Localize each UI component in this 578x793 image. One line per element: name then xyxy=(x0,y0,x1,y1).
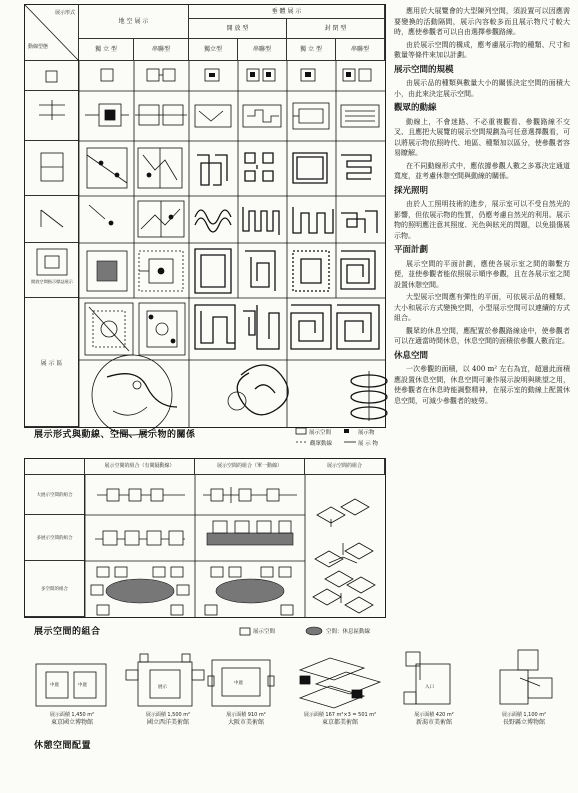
plan-caption-6 xyxy=(478,712,570,726)
display-box xyxy=(101,69,113,81)
heading-floor-plan: 平面計劃 xyxy=(394,245,429,255)
t2-header-2: 展示空間的組合（單一動線） xyxy=(195,459,305,475)
plan1-area: 展示面積 1,450 m² xyxy=(49,712,95,718)
col-f: 串聯型 xyxy=(336,39,385,61)
table1-diagrams xyxy=(25,5,385,427)
intro-paragraph: 應用於大展覽會的大型陳列空間，須設置可以因應需要變換的活動隔間，展示內容較多而且展示物尺寸較大時，應使參觀者可以自由選擇參觀路線。 xyxy=(394,7,570,36)
t2-row-label-3: 多空間的組合 xyxy=(25,561,85,617)
flow-paragraph: 動線上，不會迷路、不必重複觀看、參觀路線不交叉、且應把大展覽的展示空間規劃為可任意選擇觀看，可以將展示物依照時代、地區、種類加以區分，使參觀者容易瞭解。 xyxy=(394,117,570,157)
figure-caption-3: 休憩空間配置 xyxy=(34,741,92,751)
col-a: 獨 立 型 xyxy=(79,39,134,61)
plan1-name: 東京國立博物館 xyxy=(50,719,93,726)
plan-paragraph-3: 觀眾的休息空間，應配置於參觀路線途中，使參觀者可以在適當時間休息，休息空間的面積依參觀人數而定。 xyxy=(394,326,570,345)
plan1-room-a: 中庭 xyxy=(50,683,59,688)
col-header-plane: 地 空 展 示 xyxy=(79,5,189,39)
plan-caption-3 xyxy=(210,712,282,726)
rest-paragraph: 一次參觀的面積，以 400 m² 左右為宜，超過此面積應設置休息空間，休息空間可兼作展示說明與眺望之用，使參觀者在休息時能調整精神，在展示室的動線上配置休息空間，可減少參觀者的疲勞。 xyxy=(394,365,570,405)
legend-1 xyxy=(296,428,392,450)
plan5-room: 入口 xyxy=(425,685,434,690)
figure-caption-1: 展示形式與動線、空間、展示物的關係 xyxy=(34,430,196,440)
col-e: 獨 立 型 xyxy=(287,39,336,61)
legend2-display-space: 展示空間 xyxy=(253,629,276,635)
plan5-area: 展示面積 420 m² xyxy=(414,712,454,718)
plan-paragraph: 展示空間的平面計劃，應使各展示室之間的聯繫方便，並使參觀者能依照展示順序參觀，且在各展示室之間設置休憩空間。 xyxy=(394,259,570,289)
figure-caption-2: 展示空間的組合 xyxy=(34,627,101,637)
heading-rest-space: 休息空間 xyxy=(394,350,429,361)
legend-display-space: 展示空間 xyxy=(309,430,332,436)
lighting-paragraph: 由於人工照明技術的進步，展示室可以不受自然光的影響，但依展示物的性質，仍應考慮自然光的利用。展示物的照明應注意其照度、光色與眩光的問題，以免損傷展示物。 xyxy=(394,200,570,240)
legend-visitor-flow: 觀眾動線 xyxy=(310,441,333,447)
corner-bottom-label: 動線型態 xyxy=(28,44,49,50)
plan3-area: 展示面積 910 m² xyxy=(226,712,266,718)
flow-paragraph-2: 在不同動線形式中，應依據參觀人數之多寡決定通道寬度，並考慮休憩空間與動線的關係。 xyxy=(394,161,570,180)
plan2-name: 國立西洋美術館 xyxy=(146,719,189,726)
legend-display-item: 展示物 xyxy=(358,430,375,436)
plan1-room-b: 中庭 xyxy=(78,683,87,688)
corner-top-label: 展示形式 xyxy=(54,10,75,16)
floor-plan-diagrams xyxy=(0,640,578,720)
plan6-name: 長野縣立博物館 xyxy=(502,719,545,726)
t2-row-label-2: 多展示空間的組合 xyxy=(25,515,85,561)
row-label-7: 展 示 區 xyxy=(25,298,79,427)
plan-caption-5 xyxy=(394,712,474,726)
plan3-name: 大阪市美術館 xyxy=(227,719,264,726)
col-header-vertical: 垂 體 展 示 xyxy=(189,5,385,19)
plan4-name: 東京都美術館 xyxy=(321,719,358,726)
table2-diagrams xyxy=(25,459,385,617)
col-c: 獨立型 xyxy=(189,39,238,61)
legend-2 xyxy=(240,627,390,637)
plan3-room: 中庭 xyxy=(234,681,243,686)
plan2-room: 展示 xyxy=(158,685,167,690)
heading-lighting: 採光照明 xyxy=(394,185,429,196)
plan-paragraph-2: 大型展示空間應有彈性的平面，可依展示品的種類、大小和展示方式變換空間，小型展示空間可以連續的方式組合。 xyxy=(394,293,570,322)
t2-header-1: 展示空間的組合（有間隔動線） xyxy=(85,459,195,475)
plan6-area: 展示面積 1,100 m² xyxy=(501,712,547,718)
plan2-area: 展示面積 1,500 m² xyxy=(145,712,191,718)
row-label-open-space: 開放空間指示標誌展示 xyxy=(31,278,73,284)
col-d: 串聯型 xyxy=(238,39,287,61)
col-header-closed: 封 閉 型 xyxy=(287,19,385,39)
legend2-rest-flow: 空間：休息區動線 xyxy=(326,629,371,635)
t2-header-3: 展示空間的組合 xyxy=(305,459,385,475)
legend-display-item-2: 展 示 物 xyxy=(358,441,378,447)
body-text-column xyxy=(394,6,570,566)
t2-row-label-1: 大展示空間的組合 xyxy=(25,475,85,515)
intro-paragraph-2: 由於展示空間的構成，應考慮展示物的種類、尺寸和數量等條件來加以計劃。 xyxy=(394,40,570,59)
plan-caption-4 xyxy=(290,712,390,726)
plan4-area: 展示面積 167 m²×3 = 501 m² xyxy=(303,712,377,718)
space-combination-table xyxy=(24,458,386,618)
plan-caption-1 xyxy=(28,712,116,726)
display-form-table xyxy=(24,4,386,428)
col-header-open: 開 放 型 xyxy=(189,19,287,39)
plan-caption-2 xyxy=(122,712,214,726)
col-b: 串聯型 xyxy=(134,39,189,61)
heading-scale: 展示空間的規模 xyxy=(394,64,454,75)
display-box xyxy=(147,69,159,81)
heading-visitor-flow: 觀眾的動線 xyxy=(394,103,437,113)
scale-paragraph: 由展示品的種類與數量大小的關係決定空間的面積大小，由此來決定展示空間。 xyxy=(394,79,570,98)
plan5-name: 新潟市美術館 xyxy=(415,719,452,726)
